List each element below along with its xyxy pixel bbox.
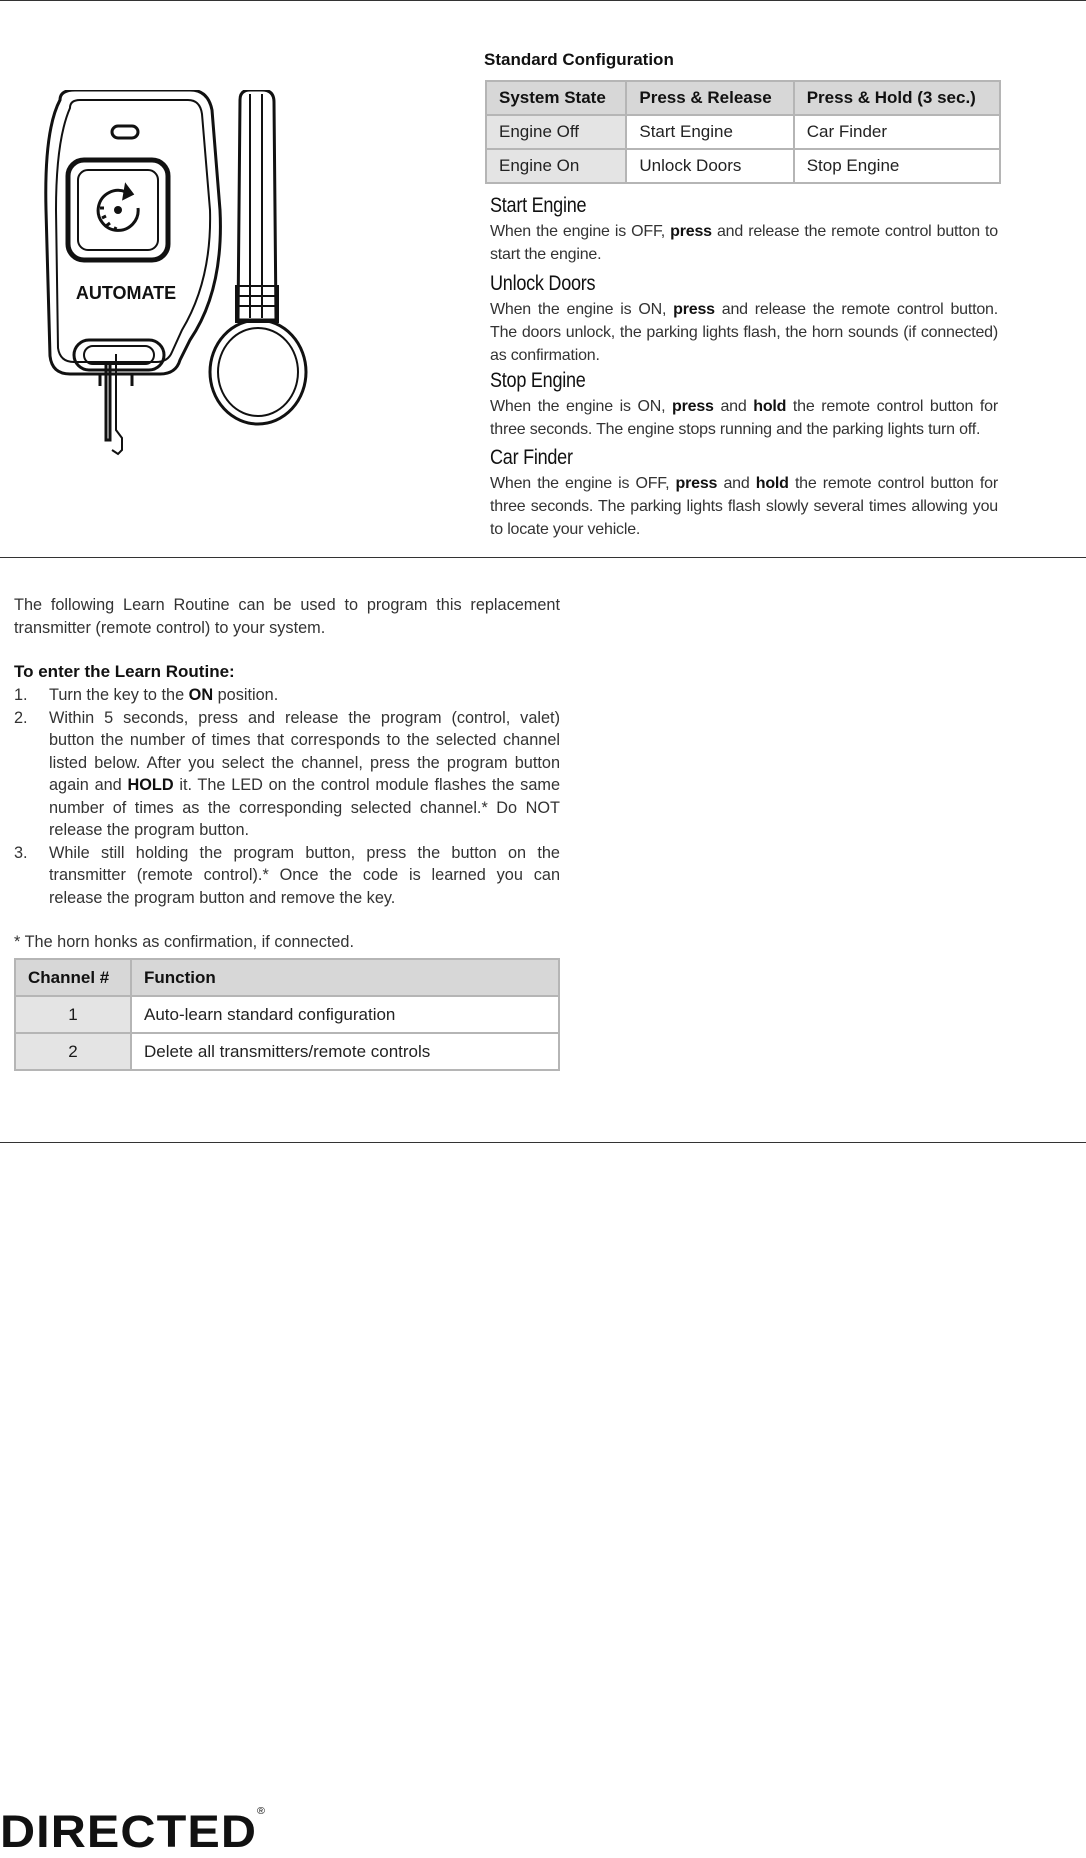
unlock-doors-description: When the engine is ON, press and release the remote control button. The doors unlock, the parking lights flash, the horn sounds (if connected) as confirmation. [490, 301, 998, 364]
directed-logo: DIRECTED® [0, 1806, 267, 1857]
start-engine-heading: Start Engine [490, 194, 587, 217]
list-item: 1. Turn the key to the ON position. [14, 686, 279, 704]
car-finder-heading: Car Finder [490, 446, 573, 469]
automate-brand-label: AUTOMATE [75, 283, 177, 303]
horn-note: * The horn honks as confirmation, if connected. [14, 933, 354, 951]
table-header-row [486, 81, 1000, 115]
standard-configuration-title: Standard Configuration [484, 50, 674, 69]
learn-intro: The following Learn Routine can be used to program this replacement transmitter (remote control) to your system. [14, 596, 560, 637]
table-row [486, 149, 1000, 183]
car-finder-description: When the engine is OFF, press and hold the remote control button for three seconds. The parking lights flash slowly several times allowing you to locate your vehicle. [490, 475, 998, 538]
car-finder-section [490, 446, 998, 541]
table-header-row [15, 959, 559, 996]
stop-engine-heading: Stop Engine [490, 369, 586, 392]
learn-heading: To enter the Learn Routine: [14, 662, 235, 681]
learn-routine-section [14, 594, 560, 954]
table-cell: Start Engine [626, 115, 793, 149]
learn-steps [14, 684, 560, 909]
table-cell: 2 [15, 1033, 131, 1070]
table-cell: Car Finder [794, 115, 1000, 149]
table-cell: Stop Engine [794, 149, 1000, 183]
table-cell: Unlock Doors [626, 149, 793, 183]
table-cell: Engine On [486, 149, 626, 183]
unlock-doors-section [490, 272, 998, 367]
table-cell: 1 [15, 996, 131, 1033]
stop-engine-description: When the engine is ON, press and hold the remote control button for three seconds. The engine stops running and the parking lights turn off. [490, 398, 998, 438]
list-item: 3. While still holding the program button, press the button on the transmitter (remote control).* Once the code is learned you can release the program button and remove the key. [14, 843, 560, 907]
stop-engine-section [490, 369, 998, 441]
table-row [15, 996, 559, 1033]
start-icon [98, 186, 138, 231]
column-header: Press & Release [626, 81, 793, 115]
table-cell: Engine Off [486, 115, 626, 149]
unlock-doors-heading: Unlock Doors [490, 272, 596, 295]
table-cell: Auto-learn standard configuration [131, 996, 559, 1033]
column-header: Channel # [15, 959, 131, 996]
remote-fob-illustration [40, 90, 370, 460]
start-engine-section [490, 194, 998, 266]
list-item: 2. Within 5 seconds, press and release the program (control, valet) button the number of times that corresponds to the selected channel listed below. After you select the channel, press the program button again and HOLD it. The LED on the control module flashes the same number of times as the corresponding selected channel.* Do NOT release the program button. [14, 708, 560, 839]
table-cell: Delete all transmitters/remote controls [131, 1033, 559, 1070]
table-row [15, 1033, 559, 1070]
top-rule [0, 0, 1086, 1]
column-header: Press & Hold (3 sec.) [794, 81, 1000, 115]
section-divider [0, 1142, 1086, 1143]
channel-table [14, 958, 560, 1071]
section-divider [0, 557, 1086, 558]
start-engine-description: When the engine is OFF, press and release the remote control button to start the engine. [490, 223, 998, 263]
table-row [486, 115, 1000, 149]
standard-configuration-table [485, 80, 1001, 184]
column-header: System State [486, 81, 626, 115]
column-header: Function [131, 959, 559, 996]
